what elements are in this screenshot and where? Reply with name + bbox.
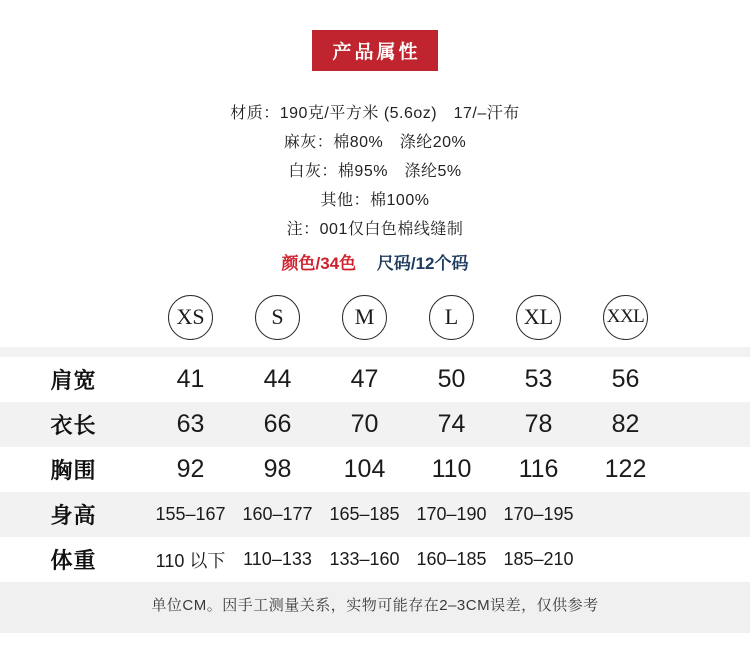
table-cell: 50 <box>437 365 466 393</box>
table-cell: 170–190 <box>416 504 487 524</box>
table-row-chest <box>0 447 750 492</box>
table-cell: 110–133 <box>243 549 312 569</box>
spec-line-note: 注：001仅白色棉线缝制 <box>286 221 464 238</box>
size-badge-xl <box>516 295 561 340</box>
row-label: 肩宽 <box>50 368 97 393</box>
color-count-text: 颜色/34色 <box>281 254 357 273</box>
measurement-note-band <box>0 582 750 633</box>
spec-list <box>0 99 750 244</box>
table-cell: 98 <box>263 455 292 483</box>
table-cell: 44 <box>263 365 292 393</box>
size-badge-xxl <box>603 295 648 340</box>
table-cell: 116 <box>518 455 559 483</box>
row-label: 体重 <box>50 548 97 573</box>
size-label-xl: XL <box>523 304 554 329</box>
size-label-xxl: XXL <box>606 306 645 327</box>
size-label-s: S <box>271 304 284 329</box>
table-cell: 82 <box>611 410 640 438</box>
product-attributes-page <box>0 30 750 672</box>
table-cell: 155–167 <box>155 504 226 524</box>
table-cell: 47 <box>350 365 379 393</box>
table-row-weight <box>0 537 750 582</box>
table-cell: 122 <box>604 455 647 483</box>
table-cell: 78 <box>524 410 553 438</box>
size-header-row <box>0 294 750 340</box>
table-cell: 56 <box>611 365 640 393</box>
size-label-m: M <box>354 304 375 329</box>
color-size-summary <box>0 252 750 276</box>
spec-line-others: 其他：棉100% <box>320 192 430 209</box>
table-cell: 185–210 <box>503 549 574 569</box>
table-cell: 41 <box>176 365 205 393</box>
table-cell: 74 <box>437 410 466 438</box>
size-badge-s <box>255 295 300 340</box>
table-cell: 165–185 <box>329 504 400 524</box>
size-chart-table <box>0 357 750 582</box>
table-row-height <box>0 492 750 537</box>
table-cell: 110 <box>431 455 472 483</box>
table-cell: 170–195 <box>503 504 574 524</box>
row-label: 胸围 <box>50 458 97 483</box>
size-badge-xs <box>168 295 213 340</box>
table-cell: 66 <box>263 410 292 438</box>
table-row-length <box>0 402 750 447</box>
measurement-note: 单位CM。因手工测量关系，实物可能存在2–3CM误差，仅供参考 <box>151 597 599 614</box>
size-label-xs: XS <box>176 304 205 329</box>
table-cell: 160–185 <box>416 549 487 569</box>
spec-line-heather-gray: 麻灰：棉80% 涤纶20% <box>283 134 467 151</box>
size-label-l: L <box>444 304 459 329</box>
size-badge-l <box>429 295 474 340</box>
table-cell: 63 <box>176 410 205 438</box>
table-top-divider <box>0 347 750 357</box>
row-label: 身高 <box>50 503 97 528</box>
table-cell: 133–160 <box>329 549 400 569</box>
section-title-banner <box>312 30 437 71</box>
section-title: 产品属性 <box>332 42 421 63</box>
table-cell: 160–177 <box>242 504 313 524</box>
spec-line-white-gray: 白灰：棉95% 涤纶5% <box>288 163 462 180</box>
row-label: 衣长 <box>50 413 97 438</box>
table-cell: 70 <box>350 410 379 438</box>
table-cell: 92 <box>176 455 205 483</box>
table-cell: 104 <box>343 455 386 483</box>
table-cell: 110 以下 <box>155 550 226 571</box>
spec-line-material: 材质：190克/平方米 (5.6oz) 17/–汗布 <box>230 105 520 122</box>
table-row-shoulder <box>0 357 750 402</box>
size-badge-m <box>342 295 387 340</box>
size-count-text: 尺码/12个码 <box>376 254 469 273</box>
table-cell: 53 <box>524 365 553 393</box>
